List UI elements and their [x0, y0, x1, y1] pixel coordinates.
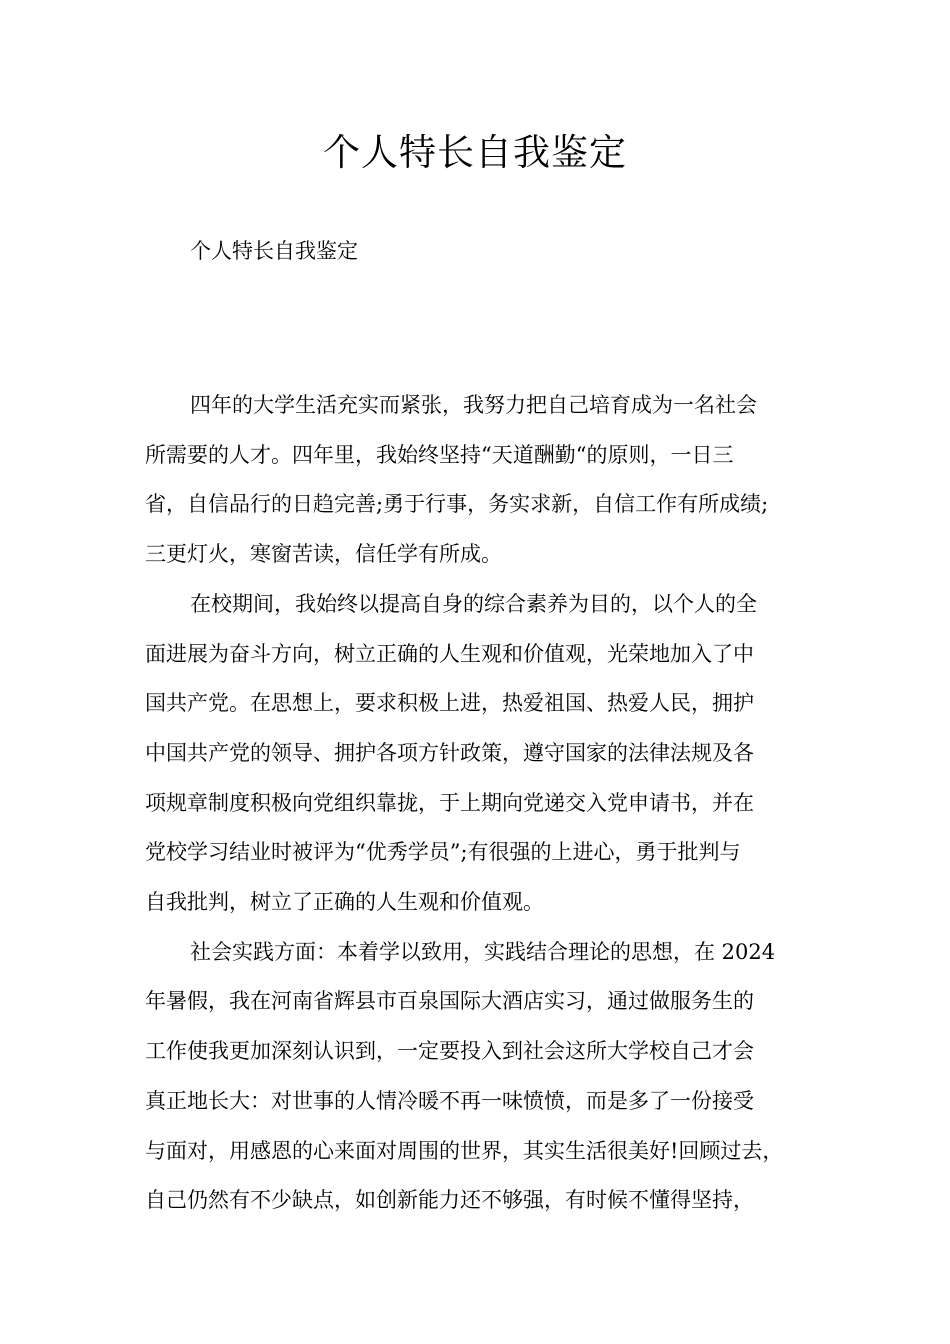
text-line: 在校期间，我始终以提高自身的综合素养为目的，以个人的全 — [190, 591, 757, 616]
text-line: 与面对，用感恩的心来面对周围的世界，其实生活很美好!回顾过去， — [145, 1138, 784, 1163]
text-line: 所需要的人才。四年里，我始终坚持“天道酬勤“的原则，一日三 — [145, 442, 734, 467]
paragraph-3 — [145, 928, 825, 1226]
paragraph-1 — [145, 381, 825, 580]
paragraph-2 — [145, 580, 825, 928]
text-line: 党校学习结业时被评为“优秀学员”;有很强的上进心，勇于批判与 — [145, 840, 741, 865]
text-line: 真正地长大：对世事的人情冷暖不再一味愤愤，而是多了一份接受 — [145, 1088, 754, 1113]
text-line: 国共产党。在思想上，要求积极上进，热爱祖国、热爱人民，拥护 — [145, 691, 754, 716]
document-title: 个人特长自我鉴定 — [323, 131, 627, 174]
document-subtitle: 个人特长自我鉴定 — [190, 239, 358, 263]
text-line: 面进展为奋斗方向，树立正确的人生观和价值观，光荣地加入了中 — [145, 641, 754, 666]
text-line: 工作使我更加深刻认识到，一定要投入到社会这所大学校自己才会 — [145, 1039, 754, 1064]
text-line: 自己仍然有不少缺点，如创新能力还不够强，有时候不懂得坚持， — [145, 1188, 754, 1213]
text-line: 年暑假，我在河南省辉县市百泉国际大酒店实习，通过做服务生的 — [145, 989, 754, 1014]
text-line: 社会实践方面：本着学以致用，实践结合理论的思想，在 2024 — [190, 939, 776, 964]
text-line: 省，自信品行的日趋完善;勇于行事，务实求新，自信工作有所成绩; — [145, 492, 769, 517]
document-body — [145, 381, 825, 1226]
text-line: 中国共产党的领导、拥护各项方针政策，遵守国家的法律法规及各 — [145, 740, 754, 765]
text-line: 四年的大学生活充实而紧张，我努力把自己培育成为一名社会 — [190, 393, 757, 417]
text-line: 自我批判，树立了正确的人生观和价值观。 — [145, 890, 544, 915]
text-line: 项规章制度积极向党组织靠拢，于上期向党递交入党申请书，并在 — [145, 790, 754, 815]
text-line: 三更灯火，寒窗苦读，信任学有所成。 — [145, 542, 502, 567]
